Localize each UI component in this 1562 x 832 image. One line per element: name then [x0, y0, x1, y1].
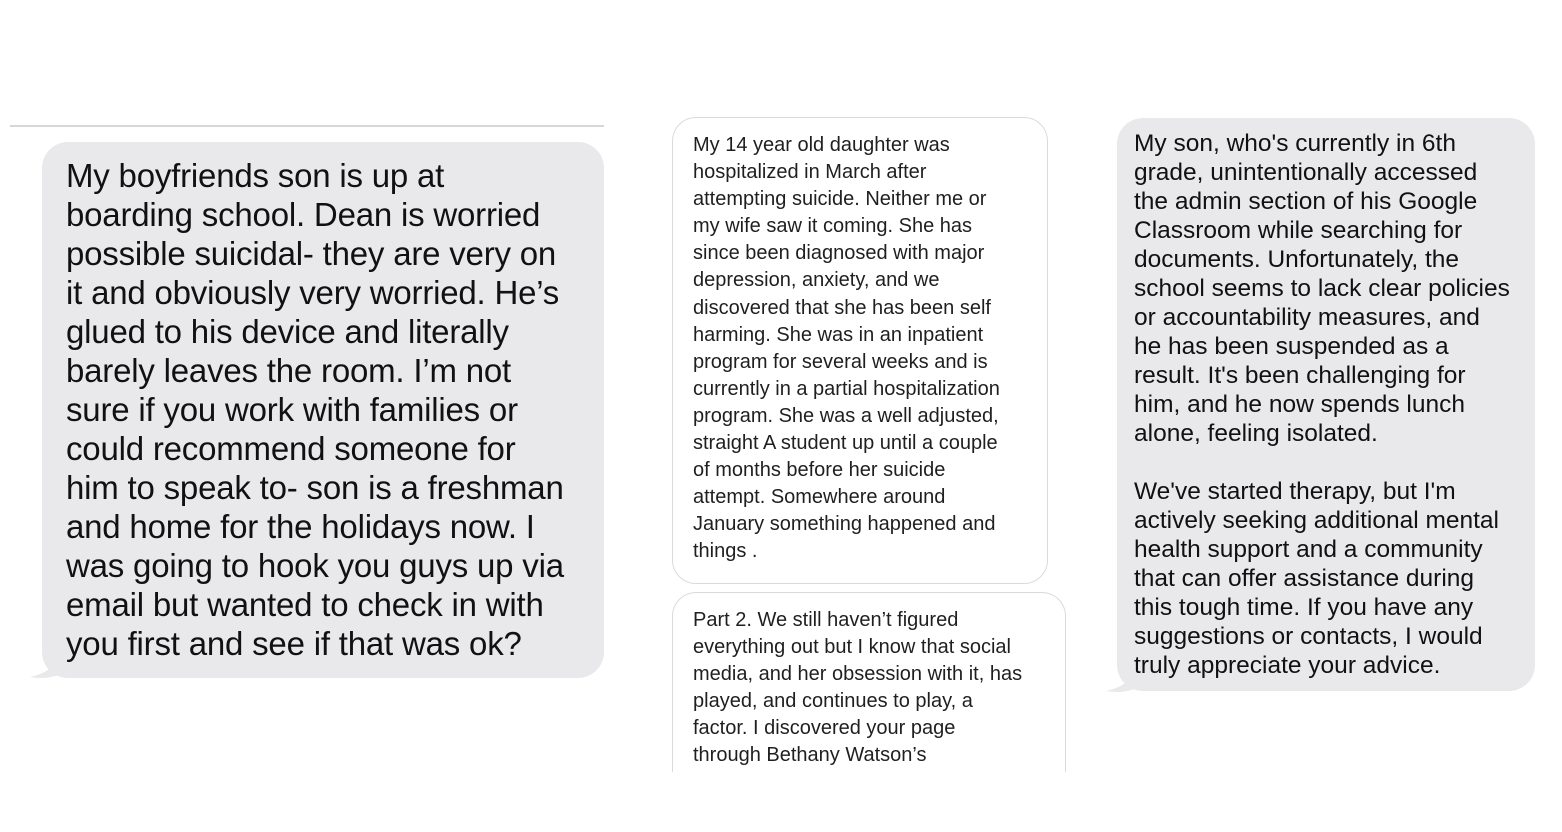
message-line: hospitalized in March after — [693, 161, 927, 184]
message-bubble-right[interactable] — [1117, 118, 1535, 691]
message-line: him to speak to- son is a freshman — [66, 469, 564, 506]
message-line: Classroom while searching for — [1134, 217, 1463, 244]
message-line: boarding school. Dean is worried — [66, 196, 541, 233]
message-line: grade, unintentionally accessed — [1134, 159, 1478, 186]
message-line: my wife saw it coming. She has — [693, 215, 972, 238]
message-line: discovered that she has been self — [693, 296, 991, 319]
message-line: straight A student up until a couple — [693, 432, 998, 455]
message-line: it and obviously very worried. He’s — [66, 274, 560, 311]
message-text-middle-top — [693, 132, 1027, 566]
message-line: played, and continues to play, a — [693, 690, 973, 713]
message-bubble-middle-bottom[interactable] — [672, 592, 1066, 792]
message-line: January something happened and — [693, 513, 996, 536]
message-line: school seems to lack clear policies — [1134, 275, 1510, 302]
message-line: result. It's been challenging for — [1134, 362, 1466, 389]
message-line: We've started therapy, but I'm — [1134, 478, 1456, 505]
message-line: him, and he now spends lunch — [1134, 391, 1465, 418]
message-line: attempt. Somewhere around — [693, 486, 946, 509]
message-line: media, and her obsession with it, has — [693, 663, 1023, 686]
message-line: suggestions or contacts, I would — [1134, 623, 1483, 650]
message-line: glued to his device and literally — [66, 313, 509, 350]
message-line: possible suicidal- they are very on — [66, 235, 557, 272]
message-line: he has been suspended as a — [1134, 333, 1449, 360]
message-line: currently in a partial hospitalization — [693, 377, 1000, 400]
message-bubble-middle-top[interactable] — [672, 117, 1048, 584]
message-line: you first and see if that was ok? — [66, 625, 522, 662]
message-bubble-left[interactable] — [42, 142, 604, 678]
message-line: attempting suicide. Neither me or — [693, 188, 987, 211]
message-line: harming. She was in an inpatient — [693, 323, 984, 346]
message-line: health support and a community — [1134, 536, 1483, 563]
message-line: barely leaves the room. I’m not — [66, 352, 512, 389]
conversation-divider — [10, 125, 604, 127]
message-line: through Bethany Watson’s — [693, 744, 927, 767]
message-line: depression, anxiety, and we — [693, 269, 940, 292]
message-line: was going to hook you guys up via — [66, 547, 564, 584]
message-line: alone, feeling isolated. — [1134, 420, 1378, 447]
message-line: sure if you work with families or — [66, 391, 518, 428]
message-line: My boyfriends son is up at — [66, 157, 445, 194]
message-text-middle-bottom — [693, 607, 1045, 770]
message-paragraph-1 — [1134, 129, 1519, 448]
message-line: since been diagnosed with major — [693, 242, 985, 265]
message-line: email but wanted to check in with — [66, 586, 544, 623]
message-line: My son, who's currently in 6th — [1134, 130, 1456, 157]
crop-mask — [660, 772, 1080, 832]
message-line: the admin section of his Google — [1134, 188, 1478, 215]
message-paragraph-2 — [1134, 477, 1519, 680]
message-line: this tough time. If you have any — [1134, 594, 1474, 621]
message-line: Part 2. We still haven’t figured — [693, 609, 959, 631]
message-line: program. She was a well adjusted, — [693, 404, 999, 427]
message-line: that can offer assistance during — [1134, 565, 1475, 592]
message-line: actively seeking additional mental — [1134, 507, 1499, 534]
message-line: or accountability measures, and — [1134, 304, 1480, 331]
message-line: of months before her suicide — [693, 459, 946, 482]
message-line: and home for the holidays now. I — [66, 508, 535, 545]
message-line: My 14 year old daughter was — [693, 134, 950, 156]
message-line: truly appreciate your advice. — [1134, 652, 1441, 679]
message-line: things . — [693, 540, 758, 563]
message-text-left — [66, 156, 582, 663]
message-line: documents. Unfortunately, the — [1134, 246, 1460, 273]
message-line: could recommend someone for — [66, 430, 516, 467]
message-line: factor. I discovered your page — [693, 717, 956, 740]
message-line: program for several weeks and is — [693, 350, 988, 373]
message-line: everything out but I know that social — [693, 636, 1011, 659]
